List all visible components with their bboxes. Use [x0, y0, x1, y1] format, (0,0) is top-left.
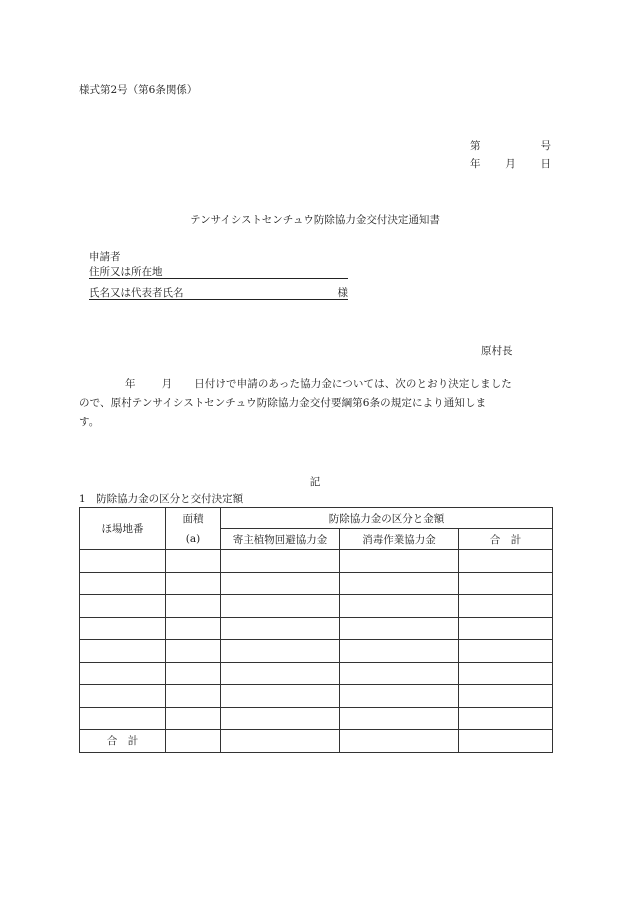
cell[interactable]	[221, 595, 340, 618]
cell[interactable]	[166, 730, 221, 753]
honorific: 様	[337, 287, 348, 299]
cell[interactable]	[459, 730, 553, 753]
name-label: 氏名又は代表者氏名	[89, 287, 184, 299]
cell[interactable]	[340, 595, 459, 618]
cell[interactable]	[340, 662, 459, 685]
document-number-dai: 第	[470, 140, 481, 152]
cell[interactable]	[340, 707, 459, 730]
cell[interactable]	[221, 617, 340, 640]
cell[interactable]	[80, 640, 166, 663]
document-title: テンサイシストセンチュウ防除協力金交付決定通知書	[190, 214, 440, 226]
cell[interactable]	[340, 685, 459, 708]
cell[interactable]	[340, 550, 459, 573]
cell[interactable]	[459, 572, 553, 595]
cell[interactable]	[166, 685, 221, 708]
cell[interactable]	[221, 640, 340, 663]
address-label: 住所又は所在地	[89, 266, 163, 278]
cell[interactable]	[459, 707, 553, 730]
table-row	[80, 617, 553, 640]
cell[interactable]	[166, 617, 221, 640]
document-number-go: 号	[540, 140, 551, 152]
header-area-unit: (a)	[166, 529, 221, 550]
cell[interactable]	[221, 707, 340, 730]
table-row	[80, 662, 553, 685]
table-row	[80, 707, 553, 730]
applicant-address-field	[89, 263, 348, 279]
body-paragraph	[79, 375, 553, 432]
cell[interactable]	[80, 685, 166, 708]
cell[interactable]	[459, 550, 553, 573]
grant-table	[79, 507, 553, 753]
cell[interactable]	[459, 595, 553, 618]
cell[interactable]	[221, 685, 340, 708]
body-line1: 日付けで申請のあった協力金については、次のとおり決定しました	[194, 378, 512, 390]
header-area: 面積	[166, 508, 221, 529]
cell[interactable]	[340, 617, 459, 640]
cell[interactable]	[340, 730, 459, 753]
section-1-title: 1 防除協力金の区分と交付決定額	[79, 493, 244, 505]
cell[interactable]	[80, 595, 166, 618]
body-line3: す。	[79, 416, 100, 428]
header-disinfection: 消毒作業協力金	[340, 529, 459, 550]
document-date	[470, 156, 551, 171]
ki-heading: 記	[309, 476, 321, 488]
cell[interactable]	[166, 662, 221, 685]
header-field-number: ほ場地番	[80, 508, 166, 550]
cell[interactable]	[221, 572, 340, 595]
issuer: 原村長	[481, 345, 513, 357]
form-number-label: 様式第2号（第6条関係）	[79, 84, 198, 96]
applicant-label: 申請者	[89, 251, 121, 263]
cell[interactable]	[340, 640, 459, 663]
cell[interactable]	[459, 640, 553, 663]
document-number	[470, 138, 551, 153]
table-row	[80, 640, 553, 663]
applicant-name-field	[89, 284, 348, 300]
cell[interactable]	[80, 662, 166, 685]
cell[interactable]	[80, 707, 166, 730]
cell[interactable]	[166, 595, 221, 618]
table-row	[80, 550, 553, 573]
table-row	[80, 572, 553, 595]
header-host-plant: 寄主植物回避協力金	[221, 529, 340, 550]
body-line2: ので、原村テンサイシストセンチュウ防除協力金交付要綱第6条の規定により通知しま	[79, 397, 487, 409]
body-month: 月	[161, 378, 173, 390]
cell[interactable]	[459, 617, 553, 640]
table-row	[80, 685, 553, 708]
date-month: 月	[505, 158, 516, 170]
cell[interactable]	[221, 550, 340, 573]
total-row-label: 合 計	[80, 730, 166, 753]
header-total: 合 計	[459, 529, 553, 550]
cell[interactable]	[166, 572, 221, 595]
cell[interactable]	[166, 707, 221, 730]
body-year: 年	[125, 378, 136, 390]
date-year: 年	[470, 158, 481, 170]
cell[interactable]	[80, 617, 166, 640]
table-header-row	[80, 508, 553, 529]
table-row	[80, 595, 553, 618]
cell[interactable]	[459, 685, 553, 708]
cell[interactable]	[340, 572, 459, 595]
cell[interactable]	[221, 730, 340, 753]
header-group: 防除協力金の区分と金額	[221, 508, 553, 529]
table-total-row	[80, 730, 553, 753]
cell[interactable]	[166, 550, 221, 573]
cell[interactable]	[459, 662, 553, 685]
cell[interactable]	[221, 662, 340, 685]
cell[interactable]	[166, 640, 221, 663]
cell[interactable]	[80, 550, 166, 573]
date-day: 日	[540, 158, 551, 170]
cell[interactable]	[80, 572, 166, 595]
